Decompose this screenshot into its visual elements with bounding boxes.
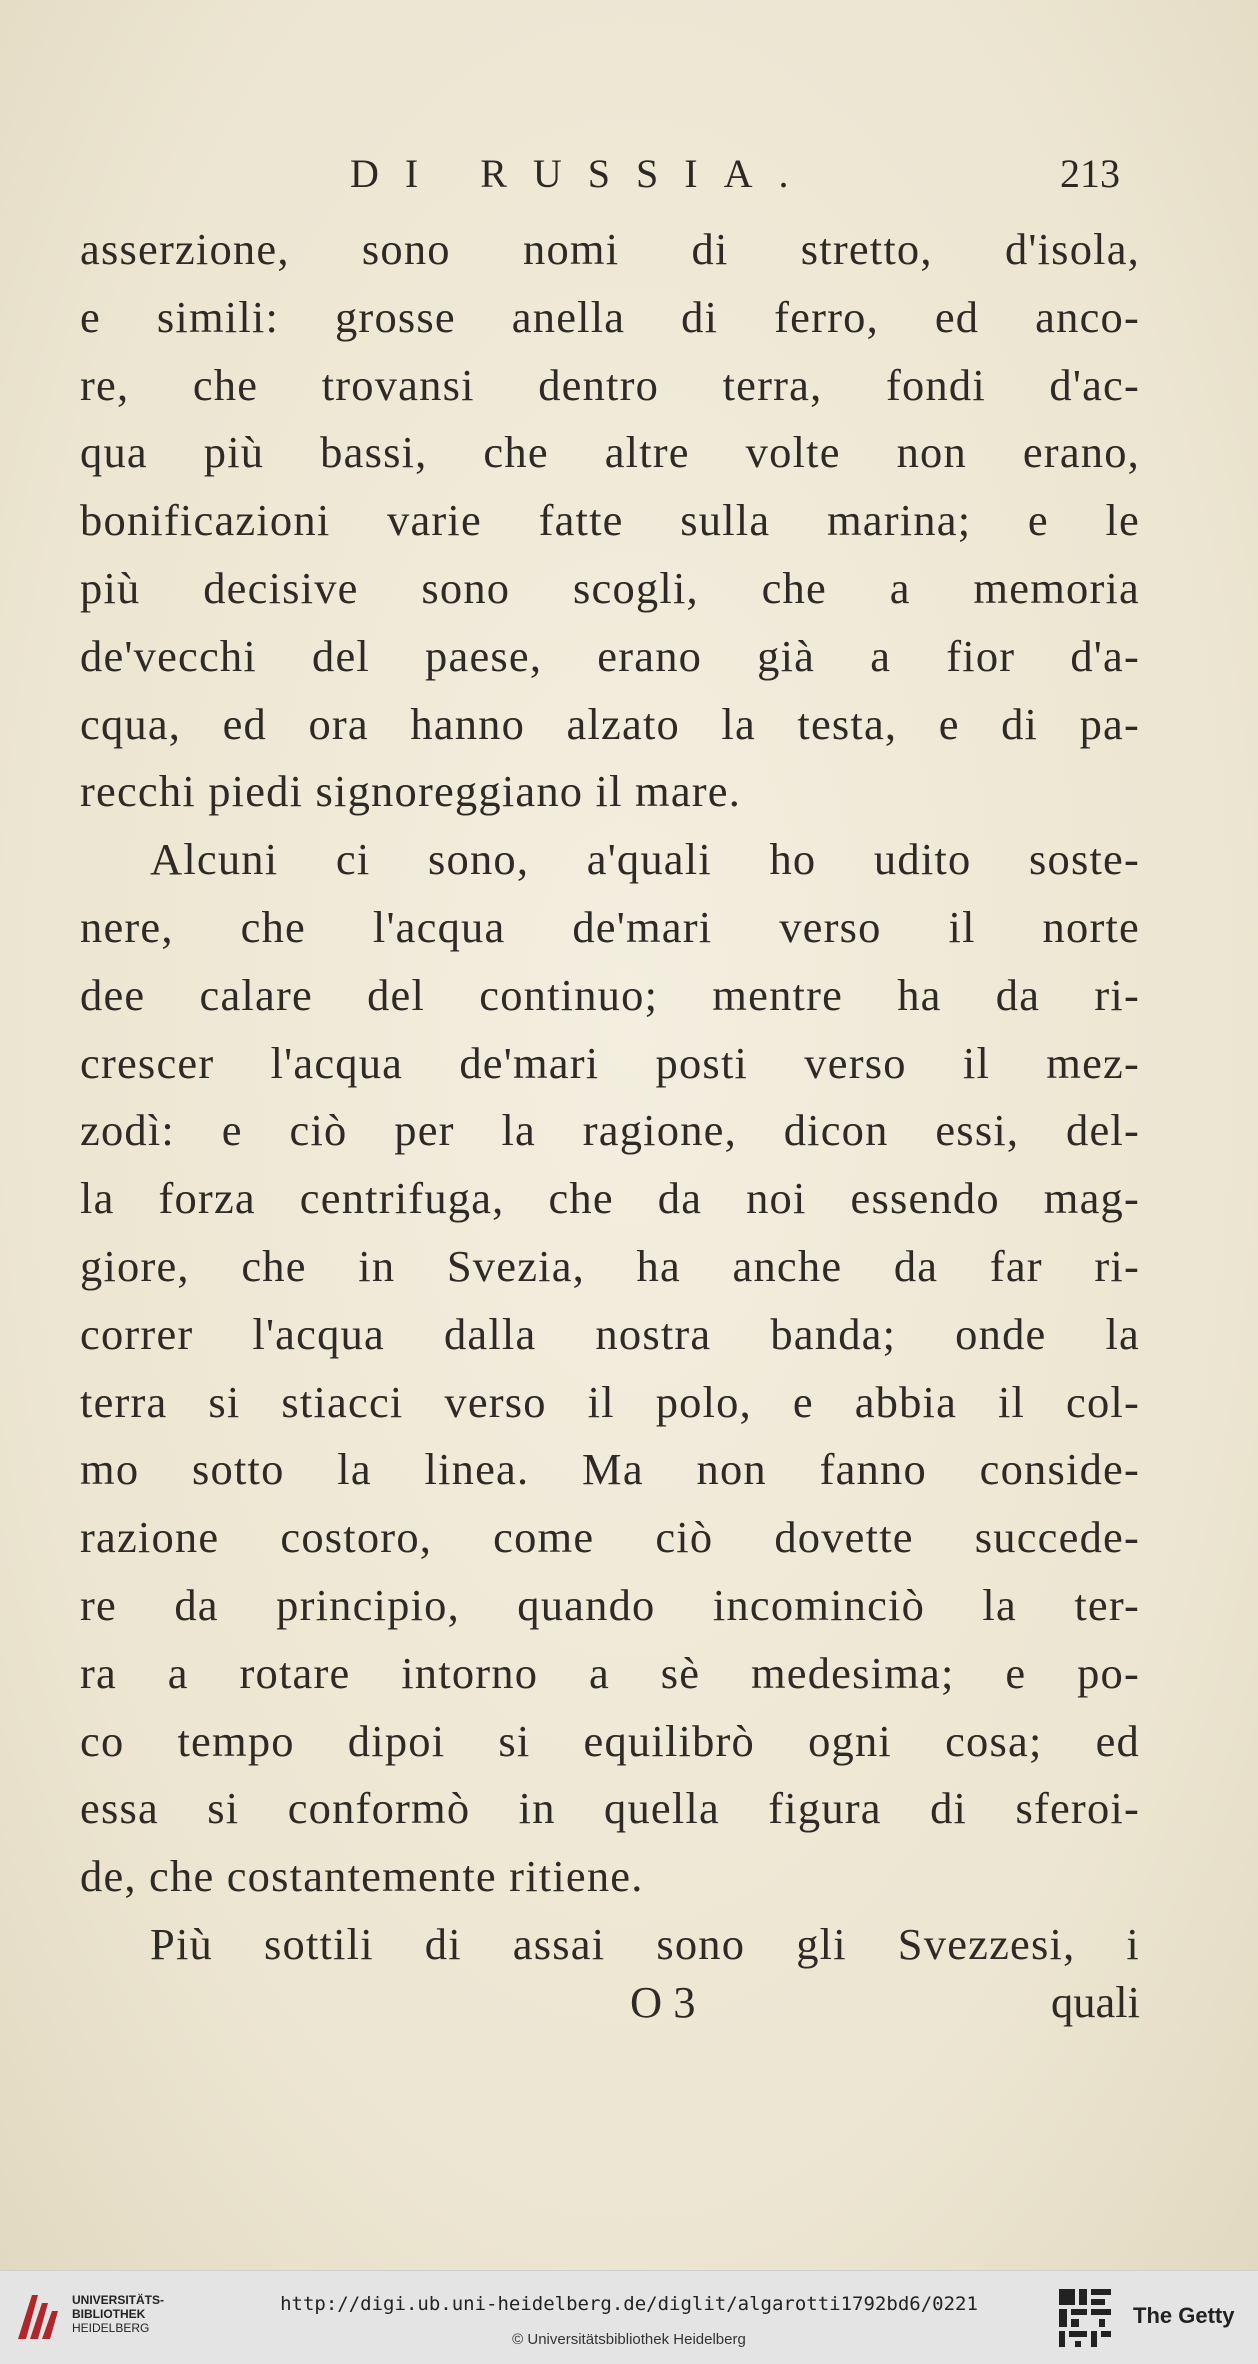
getty-logo-icon[interactable] bbox=[1055, 2285, 1117, 2351]
page-number: 213 bbox=[1060, 151, 1120, 196]
text-line: re da principio, quando incominciò la ter- bbox=[80, 1579, 1140, 1630]
text-line: cqua, ed ora hanno alzato la testa, e di pa- bbox=[80, 698, 1140, 749]
text-line: correr l'acqua dalla nostra banda; onde la bbox=[80, 1308, 1140, 1359]
text-line: dee calare del continuo; mentre ha da ri- bbox=[80, 969, 1140, 1020]
text-line: qua più bassi, che altre volte non erano, bbox=[80, 427, 1140, 478]
library-name-line: BIBLIOTHEK bbox=[72, 2307, 146, 2321]
partner-name: The Getty bbox=[1133, 2303, 1235, 2328]
text-line: essa si conformò in quella figura di sferoi- bbox=[80, 1783, 1140, 1834]
text-line: re, che trovansi dentro terra, fondi d'ac- bbox=[80, 359, 1140, 410]
text-line: bonificazioni varie fatte sulla marina; e le bbox=[80, 495, 1140, 546]
text-line: crescer l'acqua de'mari posti verso il mez- bbox=[80, 1037, 1140, 1088]
text-line: nere, che l'acqua de'mari verso il norte bbox=[80, 901, 1140, 952]
text-line: e simili: grosse anella di ferro, ed anco- bbox=[80, 291, 1140, 342]
text-line: Più sottili di assai sono gli Svezzesi, i bbox=[150, 1918, 1140, 1969]
library-name-line: HEIDELBERG bbox=[72, 2321, 150, 2335]
catchword-line bbox=[80, 1976, 1140, 2044]
copyright-notice: © Universitätsbibliothek Heidelberg bbox=[512, 2331, 746, 2348]
text-line: recchi piedi signoreggiano il mare. bbox=[80, 766, 742, 817]
text-line: razione costoro, come ciò dovette succede- bbox=[80, 1512, 1140, 1563]
catchword: quali bbox=[1051, 1977, 1140, 2027]
body-text bbox=[80, 216, 1140, 1979]
running-header bbox=[90, 150, 1120, 220]
viewer-footer bbox=[0, 2270, 1258, 2364]
text-line: de, che costantemente ritiene. bbox=[80, 1851, 644, 1902]
text-line: mo sotto la linea. Ma non fanno conside- bbox=[80, 1444, 1140, 1495]
text-line: più decisive sono scogli, che a memoria bbox=[80, 562, 1140, 613]
text-line: giore, che in Svezia, ha anche da far ri- bbox=[80, 1240, 1140, 1291]
text-line: Alcuni ci sono, a'quali ho udito soste- bbox=[150, 834, 1140, 885]
signature-mark: O 3 bbox=[630, 1977, 696, 2027]
running-title: DI RUSSIA. bbox=[350, 151, 815, 196]
text-line: asserzione, sono nomi di stretto, d'isola, bbox=[80, 224, 1140, 274]
text-line: ra a rotare intorno a sè medesima; e po- bbox=[80, 1647, 1140, 1698]
text-line: de'vecchi del paese, erano già a fior d'a- bbox=[80, 630, 1140, 681]
library-name-line: UNIVERSITÄTS- bbox=[72, 2293, 165, 2307]
text-line: terra si stiacci verso il polo, e abbia il col- bbox=[80, 1376, 1140, 1427]
permalink-url[interactable]: http://digi.ub.uni-heidelberg.de/diglit/algarotti1792bd6/0221 bbox=[280, 2293, 978, 2315]
text-line: co tempo dipoi si equilibrò ogni cosa; ed bbox=[80, 1715, 1140, 1766]
text-line: la forza centrifuga, che da noi essendo mag- bbox=[80, 1173, 1140, 1224]
text-line: zodì: e ciò per la ragione, dicon essi, del- bbox=[80, 1105, 1140, 1156]
